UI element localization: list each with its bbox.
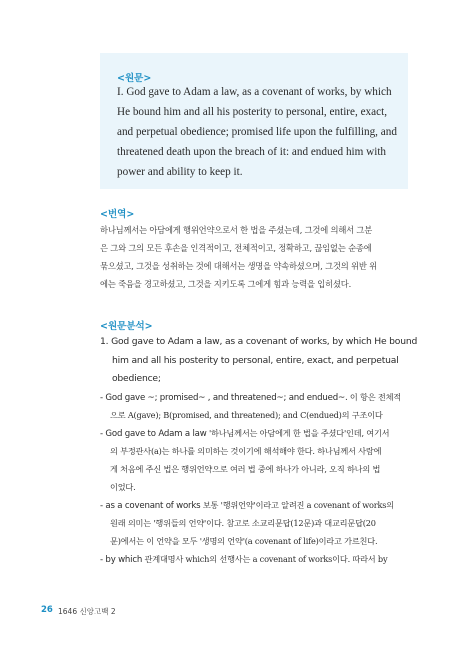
original-heading: <원문> xyxy=(117,73,152,84)
analysis-item-line: 1. God gave to Adam a law, as a covenant of works, by which He bound xyxy=(100,336,418,347)
analysis-bullet xyxy=(100,500,394,511)
analysis-bullet-cont: 의 부정관사(a)는 하나를 의미하는 것이기에 해석해야 한다. 하나님께서 사람에 xyxy=(110,446,382,456)
running-footer-title: 1646 신앙고백 2 xyxy=(58,607,116,616)
translation-heading: <번역> xyxy=(100,209,135,220)
bullet-text: '하나님께서는 아담에게 한 법을 주셨다'인데, 여기서 xyxy=(206,428,390,438)
bullet-text: 보통 '행위언약'이라고 알려진 a covenant of works의 xyxy=(200,500,394,510)
analysis-bullet xyxy=(100,392,401,403)
bullet-keyword: - God gave to Adam a law xyxy=(100,429,207,439)
analysis-bullet-cont: 원래 의미는 '행위들의 언약'이다. 참고로 소교리문답(12문)과 대교리문답(20 xyxy=(110,518,376,528)
analysis-bullet-cont: 으로 A(gave); B(promised, and threatened); and C(endued)의 구조이다 xyxy=(110,410,383,420)
analysis-heading: <원문분석> xyxy=(100,321,153,332)
bullet-keyword: - as a covenant of works xyxy=(100,501,201,511)
original-line: I. God gave to Adam a law, as a covenant of works, by which xyxy=(117,86,392,98)
analysis-bullet-cont: 문)에서는 이 언약을 모두 '생명의 언약'(a covenant of life)이라고 가르친다. xyxy=(110,536,378,546)
bullet-keyword: - by which xyxy=(100,555,143,565)
translation-line: 은 그와 그의 모든 후손을 인격적이고, 전체적이고, 정확하고, 끊임없는 순종에 xyxy=(100,243,372,253)
bullet-text: 이 항은 전체적 xyxy=(347,392,401,402)
original-line: power and ability to keep it. xyxy=(117,166,243,178)
original-line: He bound him and all his posterity to personal, entire, exact, xyxy=(117,106,387,118)
original-line: threatened death upon the breach of it: and endued him with xyxy=(117,146,387,158)
bullet-keyword: - God gave ~; promised~ , and threatened~; and endued~. xyxy=(100,393,348,403)
translation-line: 묶으셨고, 그것을 성취하는 것에 대해서는 생명을 약속하셨으며, 그것의 위반 위 xyxy=(100,261,377,271)
original-line: and perpetual obedience; promised life upon the fulfilling, and xyxy=(117,126,397,138)
translation-line: 에는 죽음을 경고하셨고, 그것을 지키도록 그에게 힘과 능력을 입히셨다. xyxy=(100,279,352,289)
page-number: 26 xyxy=(41,605,53,615)
analysis-bullet xyxy=(100,428,389,439)
analysis-item-line: obedience; xyxy=(112,373,161,384)
translation-line: 하나님께서는 아담에게 행위언약으로서 한 법을 주셨는데, 그것에 의해서 그분 xyxy=(100,225,373,235)
analysis-bullet xyxy=(100,554,387,565)
analysis-item-line: him and all his posterity to personal, entire, exact, and perpetual xyxy=(112,355,399,366)
analysis-bullet-cont: 이었다. xyxy=(110,482,136,492)
analysis-bullet-cont: 게 처음에 주신 법은 행위언약으로 여러 법 중에 하나가 아니라, 오직 하나의 법 xyxy=(110,464,381,474)
bullet-text: 관계대명사 which의 선행사는 a covenant of works이다. 따라서 by xyxy=(142,554,388,564)
